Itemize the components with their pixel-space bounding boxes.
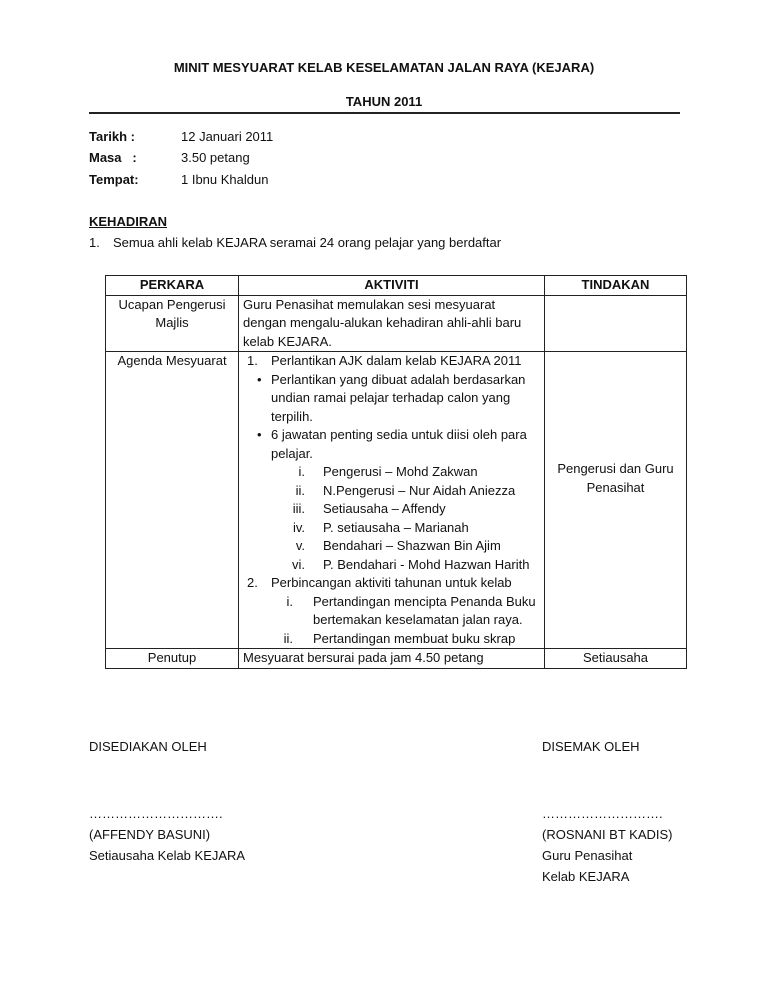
list-marker: vi.	[292, 556, 305, 572]
list-item	[243, 574, 540, 593]
list-item	[243, 482, 540, 501]
checked-by-name: (ROSNANI BT KADIS)	[542, 827, 673, 842]
list-marker: v.	[295, 538, 305, 553]
document-title: MINIT MESYUARAT KELAB KESELAMATAN JALAN RAYA (KEJARA)	[173, 60, 595, 75]
prepared-by-heading: DISEDIAKAN OLEH	[89, 739, 207, 754]
row1-perkara: Ucapan Pengerusi Majlis	[106, 295, 239, 352]
document-year: TAHUN 2011	[345, 94, 423, 109]
subitem-text: Pertandingan mencipta Penanda Buku bertemakan keselamatan jalan raya.	[313, 593, 536, 627]
row1-aktiviti: Guru Penasihat memulakan sesi mesyuarat dengan mengalu-alukan kehadiran ahli-ahli baru kelab KEJARA.	[239, 295, 545, 352]
minutes-table	[105, 275, 687, 669]
agenda-item-2: Perbincangan aktiviti tahunan untuk kelab	[271, 575, 512, 590]
list-item	[243, 371, 540, 427]
table-row	[106, 295, 687, 352]
checked-by-role: Guru Penasihat	[542, 848, 633, 863]
position-text: Pengerusi – Mohd Zakwan	[323, 464, 478, 479]
table-header-row	[106, 276, 687, 296]
row3-aktiviti: Mesyuarat bersurai pada jam 4.50 petang	[239, 649, 545, 669]
bullet-text: 6 jawatan penting sedia untuk diisi oleh para pelajar.	[271, 427, 527, 461]
list-marker: ii.	[283, 630, 293, 646]
bullet-icon: •	[257, 427, 262, 442]
position-text: N.Pengerusi – Nur Aidah Aniezza	[323, 482, 516, 498]
date-value: 12 Januari 2011	[181, 129, 274, 144]
bullet-icon: •	[257, 371, 262, 387]
position-text: Setiausaha – Affendy	[323, 501, 446, 516]
list-marker: 2.	[247, 575, 258, 590]
place-label: Tempat:	[89, 172, 139, 187]
list-item	[243, 593, 540, 630]
place-value: 1 Ibnu Khaldun	[181, 172, 269, 187]
checked-by-role-2: Kelab KEJARA	[542, 869, 630, 884]
list-marker: ii.	[295, 482, 305, 498]
attendance-marker: 1.	[89, 235, 100, 250]
row3-perkara: Penutup	[106, 649, 239, 669]
prepared-by-signature-line: ………………………….	[89, 806, 223, 821]
list-item	[243, 630, 540, 649]
table-row	[106, 352, 687, 649]
list-item	[243, 500, 540, 519]
table-row	[106, 649, 687, 669]
date-label: Tarikh :	[89, 129, 135, 144]
header-tindakan: TINDAKAN	[545, 276, 687, 296]
row2-aktiviti	[239, 352, 545, 649]
list-marker: iv.	[292, 519, 305, 535]
checked-by-heading: DISEMAK OLEH	[542, 739, 640, 754]
list-marker: iii.	[292, 501, 305, 516]
attendance-heading: KEHADIRAN	[89, 214, 167, 229]
checked-by-signature-line: ……………………….	[542, 806, 663, 821]
list-marker: i.	[298, 464, 305, 479]
header-aktiviti: AKTIVITI	[239, 276, 545, 296]
list-item	[243, 352, 540, 371]
position-text: P. Bendahari - Mohd Hazwan Harith	[323, 556, 530, 572]
time-label: Masa :	[89, 150, 137, 165]
position-text: P. setiausaha – Marianah	[323, 519, 469, 535]
header-perkara: PERKARA	[106, 276, 239, 296]
list-item	[243, 463, 540, 482]
prepared-by-name: (AFFENDY BASUNI)	[89, 827, 211, 842]
row2-tindakan: Pengerusi dan Guru Penasihat	[545, 352, 687, 649]
time-value: 3.50 petang	[181, 150, 250, 165]
header-divider	[89, 112, 680, 114]
attendance-text: Semua ahli kelab KEJARA seramai 24 orang pelajar yang berdaftar	[113, 235, 502, 250]
position-text: Bendahari – Shazwan Bin Ajim	[323, 538, 501, 553]
row3-tindakan: Setiausaha	[545, 649, 687, 669]
list-item	[243, 537, 540, 556]
list-item	[243, 519, 540, 538]
row2-perkara: Agenda Mesyuarat	[106, 352, 239, 649]
list-marker: i.	[286, 593, 293, 609]
list-item	[243, 556, 540, 575]
prepared-by-role: Setiausaha Kelab KEJARA	[89, 848, 246, 863]
subitem-text: Pertandingan membuat buku skrap	[313, 630, 516, 646]
list-item	[243, 426, 540, 463]
agenda-item-1: Perlantikan AJK dalam kelab KEJARA 2011	[271, 353, 522, 368]
bullet-text: Perlantikan yang dibuat adalah berdasarkan undian ramai pelajar terhadap calon yang terpilih.	[271, 371, 526, 424]
list-marker: 1.	[247, 353, 258, 368]
row1-tindakan	[545, 295, 687, 352]
